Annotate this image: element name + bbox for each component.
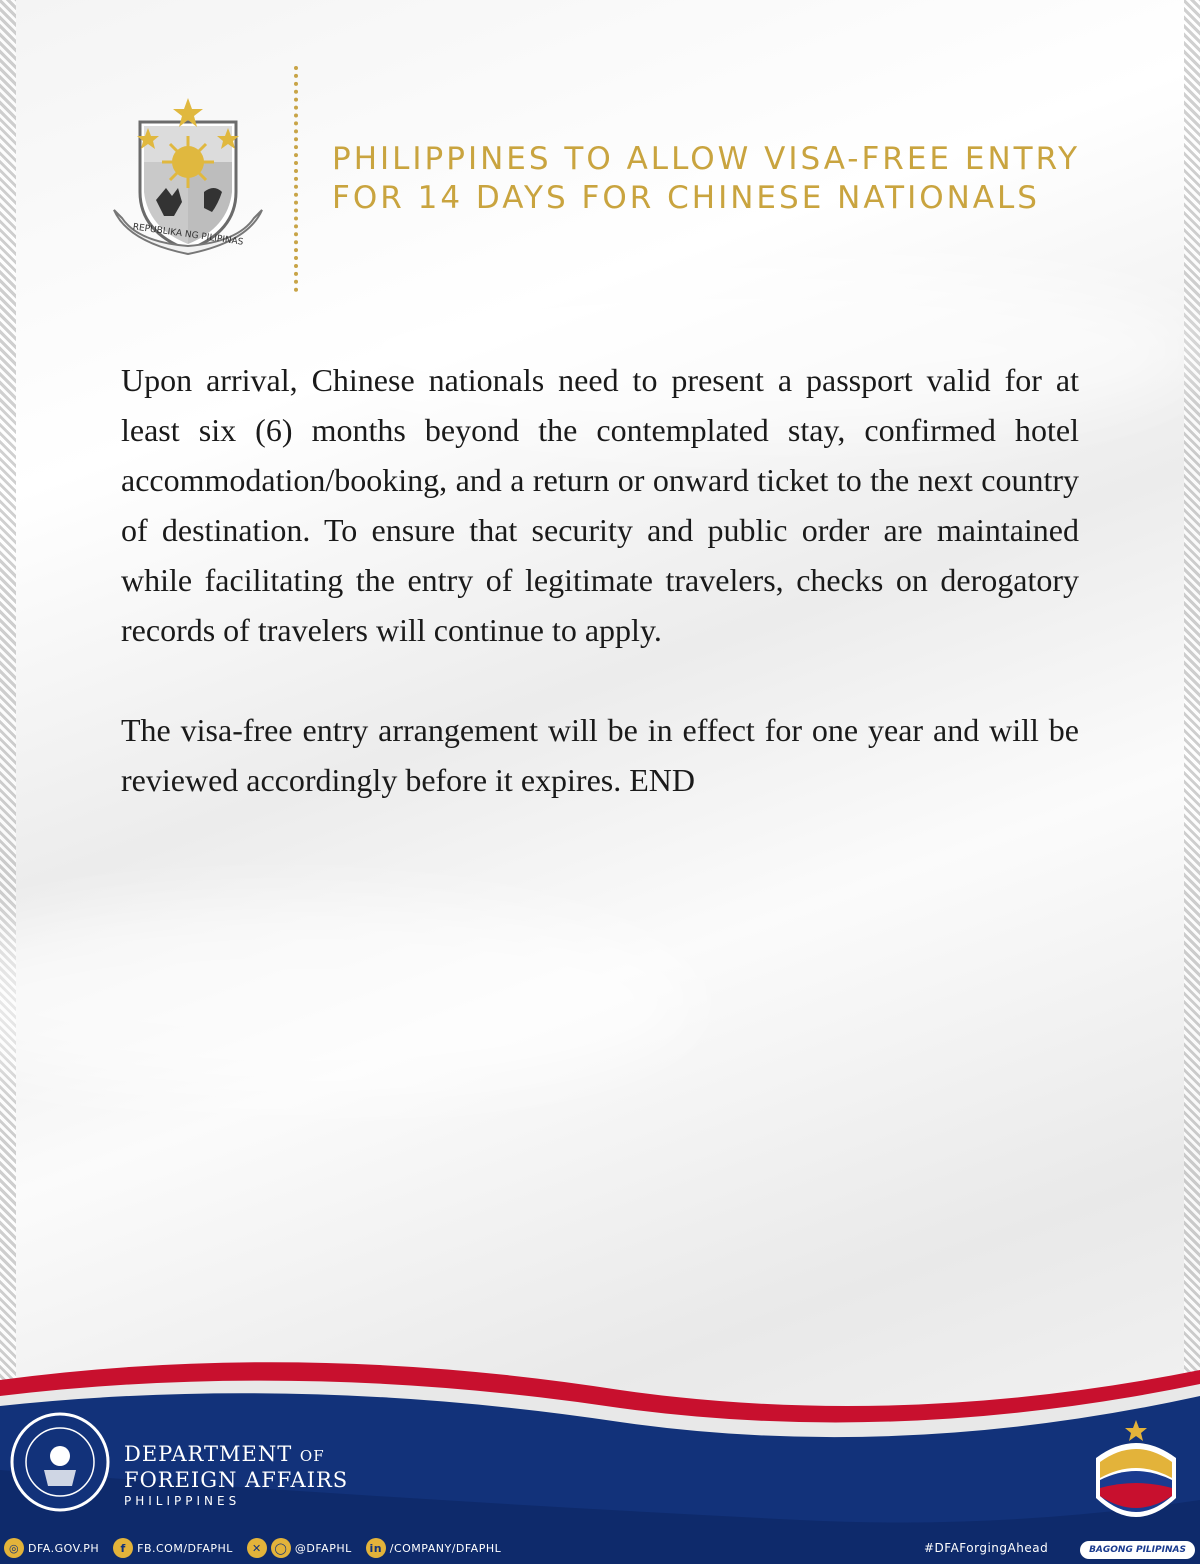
- instagram-icon: ◯: [271, 1538, 291, 1558]
- globe-icon: ◎: [4, 1538, 24, 1558]
- right-border-pattern: [1184, 0, 1200, 1564]
- dept-line-3: PHILIPPINES: [124, 1494, 241, 1508]
- dfa-seal-logo: [8, 1410, 112, 1514]
- title-line-1: PHILIPPINES TO ALLOW VISA-FREE ENTRY: [332, 141, 1081, 177]
- paragraph-1: Upon arrival, Chinese nationals need to present a passport valid for at least six (6) months beyond the contemplated stay, confirmed hotel accommodation/booking, and a return or onward ticket to the next country of destination. To ensure that security and public order are maintained while facilitating the entry of legitimate travelers, checks on derogatory records of travelers will continue to apply.: [121, 362, 1079, 648]
- facebook-icon: f: [113, 1538, 133, 1558]
- x-icon: ✕: [247, 1538, 267, 1558]
- dept-of: OF: [299, 1447, 325, 1465]
- x-instagram-text: @DFAPHL: [294, 1541, 352, 1555]
- dotted-divider: [294, 66, 298, 292]
- title-line-2: FOR 14 DAYS FOR CHINESE NATIONALS: [332, 180, 1040, 216]
- website-text: DFA.GOV.PH: [28, 1541, 100, 1555]
- dept-line-1: DEPARTMENT: [124, 1442, 293, 1466]
- paragraph-2: The visa-free entry arrangement will be in effect for one year and will be reviewed accordingly before it expires. END: [121, 712, 1079, 798]
- hashtag: #DFAForgingAhead: [924, 1541, 1049, 1555]
- social-links: [4, 1536, 515, 1560]
- linkedin-link[interactable]: [366, 1538, 502, 1558]
- left-border-pattern: [0, 0, 16, 1564]
- bagong-pilipinas-text: BAGONG PILIPINAS: [1080, 1541, 1195, 1559]
- linkedin-text: /COMPANY/DFAPHL: [389, 1541, 502, 1555]
- seal-text: REPUBLIKA NG PILIPINAS: [132, 222, 244, 248]
- x-instagram-link[interactable]: [247, 1538, 352, 1558]
- bagong-pilipinas-logo: [1086, 1418, 1186, 1538]
- article-body: [121, 355, 1079, 805]
- fabric-sheen: [0, 900, 700, 1100]
- facebook-text: FB.COM/DFAPHL: [137, 1541, 233, 1555]
- department-name: [124, 1442, 348, 1510]
- facebook-link[interactable]: [113, 1538, 233, 1558]
- dept-line-2: FOREIGN AFFAIRS: [124, 1468, 349, 1492]
- linkedin-icon: in: [366, 1538, 386, 1558]
- page-title: [332, 140, 1152, 218]
- website-link[interactable]: [4, 1538, 99, 1558]
